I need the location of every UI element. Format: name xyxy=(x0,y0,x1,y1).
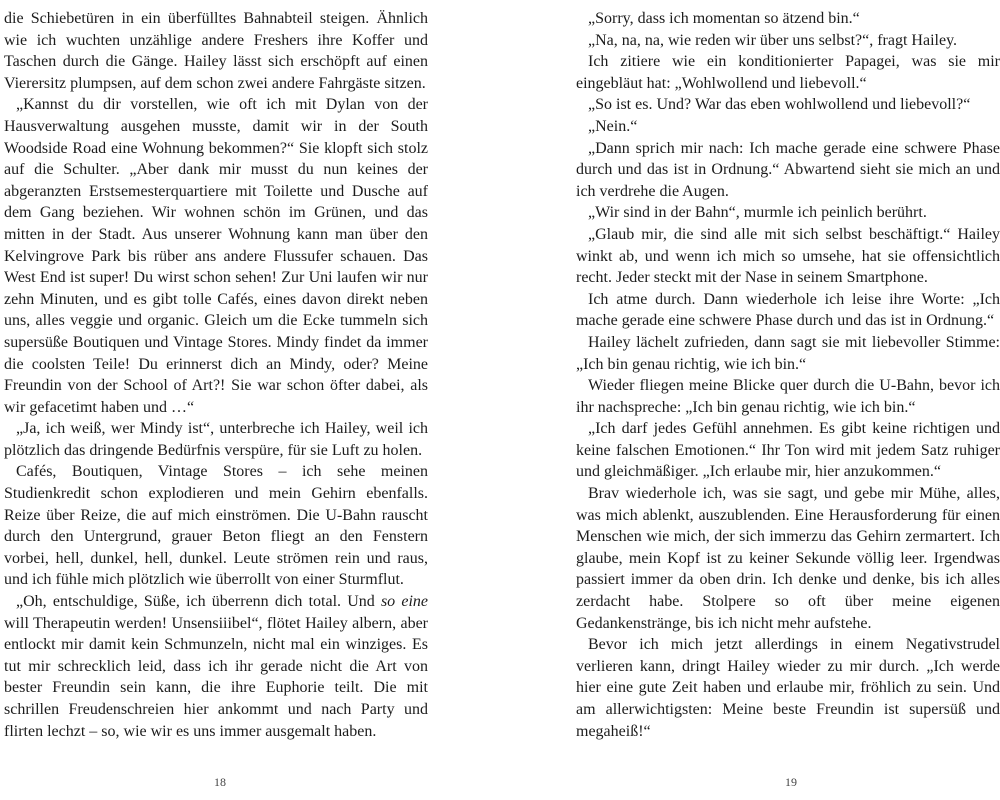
paragraph: die Schiebetüren in ein überfülltes Bahnabteil steigen. Ähnlich wie ich wuchten unzählige andere Freshers ihre Koffer und Taschen durch die Gänge. Hailey lässt sich erschöpft auf einen Vierersitz plumpsen, auf dem schon zwei andere Fahrgäste sitzen. xyxy=(4,10,428,92)
paragraph: Ich zitiere wie ein konditionierter Papagei, was sie mir eingebläut hat: „Wohlwollend und liebevoll.“ xyxy=(576,53,1000,92)
text-run: will Therapeutin werden! Unsensiiibel“, flötet Hailey albern, aber entlockt mir damit kein Schmunzeln, nicht mal ein winziges. Es tut mir schrecklich leid, dass ich ihr gerade nicht die Art von bester Freundin sein kann, die ihre Euphorie teilt. Die mit schrillen Freudenschreien hier ankommt und nach Party und flirten lechzt – so, wie wir es uns immer ausgemalt haben. xyxy=(4,614,428,740)
paragraph: Wieder fliegen meine Blicke quer durch die U-Bahn, bevor ich ihr nachspreche: „Ich bin genau richtig, wie ich bin.“ xyxy=(576,377,1000,416)
paragraph: Brav wiederhole ich, was sie sagt, und gebe mir Mühe, alles, was mich ablenkt, auszublenden. Eine Herausforderung für einen Menschen wie mich, der sich immerzu das Gehirn zermartert. Ich glaube, mein Kopf ist zu keiner Sekunde völlig leer. Irgendwas passiert immer da oben drin. Ich denke und denke, bis ich alles zerdacht habe. Stolpere so oft über meine eigenen Gedankenstränge, bis ich nicht mehr aufstehe. xyxy=(576,485,1000,632)
paragraph: „Ja, ich weiß, wer Mindy ist“, unterbreche ich Hailey, weil ich plötzlich das dringende Bedürfnis verspüre, für sie Luft zu holen. xyxy=(4,420,428,459)
paragraph: „Na, na, na, wie reden wir über uns selbst?“, fragt Hailey. xyxy=(588,31,958,49)
paragraph: „Glaub mir, die sind alle mit sich selbst beschäftigt.“ Hailey winkt ab, und wenn ich mich so umsehe, hat sie offensichtlich recht. Jeder steckt mit der Nase in seinem Smartphone. xyxy=(576,225,1000,287)
paragraph: Bevor ich mich jetzt allerdings in einem Negativstrudel verlieren kann, dringt Hailey wieder zu mir durch. „Ich werde hier eine gute Zeit haben und erlaube mir, fröhlich zu sein. Und am allerwichtigsten: Meine beste Freundin ist supersüß und megaheiß!“ xyxy=(576,636,1000,740)
paragraph: Cafés, Boutiquen, Vintage Stores – ich sehe meinen Studienkredit schon explodieren und mein Gehirn ebenfalls. Reize über Reize, die auf mich einströmen. Die U-Bahn rauscht durch den Untergrund, grauer Beton fliegt an den Fenstern vorbei, hell, dunkel, hell, dunkel. Leute strömen rein und raus, und ich fühle mich plötzlich wie überrollt von einer Sturmflut. xyxy=(4,463,428,589)
paragraph: Ich atme durch. Dann wiederhole ich leise ihre Worte: „Ich mache gerade eine schwere Phase durch und das ist in Ordnung.“ xyxy=(576,290,1000,330)
paragraph-with-emphasis xyxy=(4,591,428,742)
paragraph: „Sorry, dass ich momentan so ätzend bin.“ xyxy=(588,10,860,27)
paragraph: „Ich darf jedes Gefühl annehmen. Es gibt keine richtigen und keine falschen Emotionen.“ Ihr Ton wird mit jedem Satz ruhiger und gleichmäßiger. „Ich erlaube mir, hier anzukommen.“ xyxy=(576,420,1000,481)
page-number-right: 19 xyxy=(785,775,797,789)
paragraph: „Kannst du dir vorstellen, wie oft ich mit Dylan von der Hausverwaltung ausgehen musste, damit wir in der South Woodside Road eine Wohnung bekommen?“ Sie klopft sich stolz auf die Schulter. „Aber dank mir musst du nun keines der abgeranzten Erstsemesterquartiere mit Toilette und Dusche auf dem Gang beziehen. Wir wohnen schön im Grünen, und das mitten in der Stadt. Aus unserer Wohnung kann man über den Kelvingrove Park bis rüber ans andere Flussufer schauen. Das West End ist super! Du wirst schon sehen! Zur Uni laufen wir nur zehn Minuten, und es gibt tolle Cafés, eines davon direkt neben uns, alles veggie und organic. Gleich um die Ecke tummeln sich supersüße Boutiquen und Vintage Stores. Mindy findet da immer die coolsten Teile! Du erinnerst dich an Mindy, oder? Meine Freundin von der School of Art?! Sie war schon öfter dabei, als wir gefacetimt haben und …“ xyxy=(4,96,428,416)
paragraph: „Dann sprich mir nach: Ich mache gerade eine schwere Phase durch und das ist in Ordnung.“ Abwartend sieht sie mich an und ich verdrehe die Augen. xyxy=(576,139,1000,200)
emphasis: so eine xyxy=(380,593,429,611)
text-run: „Oh, entschuldige, Süße, ich überrenn dich total. Und xyxy=(16,593,381,611)
right-page xyxy=(576,8,1000,742)
page-number-left: 18 xyxy=(214,775,226,789)
paragraph: „Wir sind in der Bahn“, murmle ich peinlich berührt. xyxy=(588,204,927,222)
paragraph: „Nein.“ xyxy=(588,117,638,135)
paragraph: Hailey lächelt zufrieden, dann sagt sie mit liebevoller Stimme: „Ich bin genau richtig, wie ich bin.“ xyxy=(576,333,1000,373)
left-page xyxy=(4,8,428,742)
paragraph: „So ist es. Und? War das eben wohlwollend und liebevoll?“ xyxy=(588,96,971,114)
